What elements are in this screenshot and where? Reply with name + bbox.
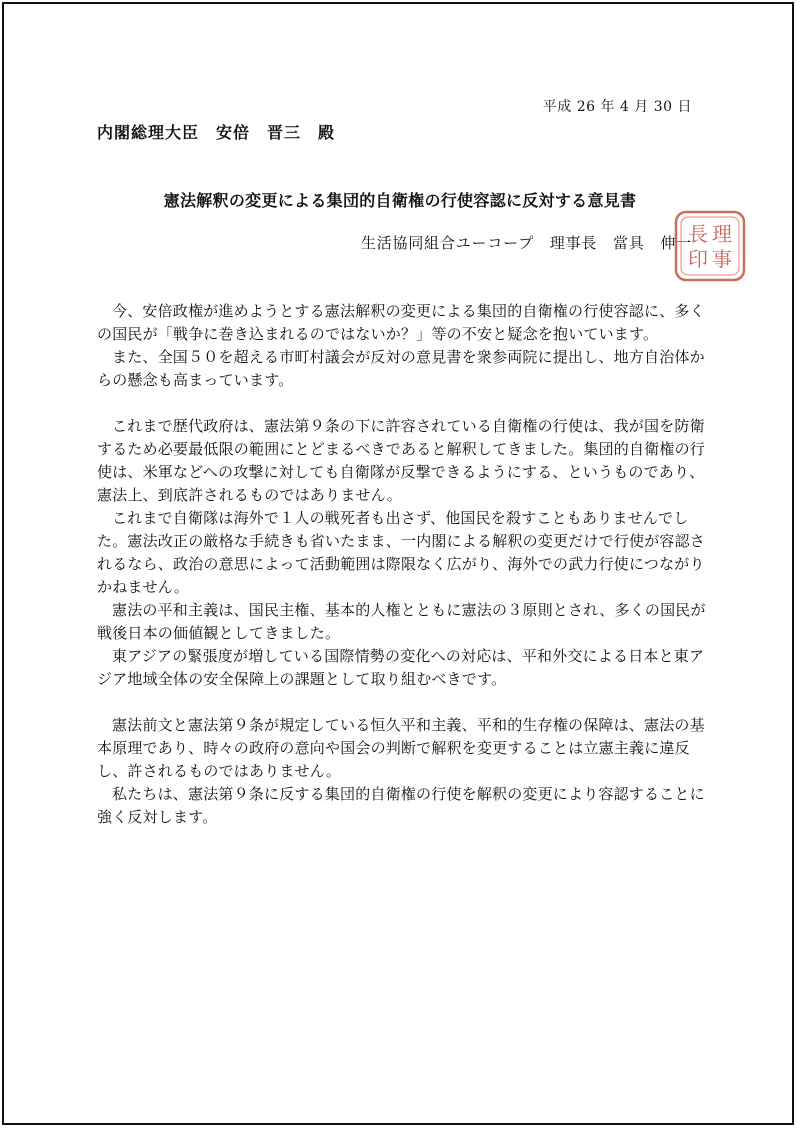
paragraph: 憲法前文と憲法第９条が規定している恒久平和主義、平和的生存権の保障は、憲法の基本原理であり、時々の政府の意向や国会の判断で解釈を変更することは立憲主義に違反し、許されるものではありません。: [97, 716, 705, 780]
paragraph: これまで自衛隊は海外で１人の戦死者も出さず、他国民を殺すこともありませんでした。憲法改正の厳格な手続きも省いたまま、一内閣による解釈の変更だけで行使が容認されるなら、政治の意思によって活動範囲は際限なく広がり、海外での武力行使につながりかねません。: [97, 509, 706, 596]
seal-char: 理: [712, 222, 732, 246]
paragraph: 私たちは、憲法第９条に反する集団的自衛権の行使を解釈の変更により容認することに強く反対します。: [97, 785, 705, 826]
paragraph: 東アジアの緊張度が増している国際情勢の変化への対応は、平和外交による日本と東アジア地域全体の安全保障上の課題として取り組むべきです。: [97, 647, 705, 688]
paragraph: また、全国５０を超える市町村議会が反対の意見書を衆参両院に提出し、地方自治体からの懸念も高まっています。: [97, 348, 705, 389]
document-date: 平成 26 年 4 月 30 日: [542, 99, 692, 115]
paragraph: 今、安倍政権が進めようとする憲法解釈の変更による集団的自衛権の行使容認に、多くの国民が「戦争に巻き込まれるのではないか？」等の不安と疑念を抱いています。: [97, 302, 705, 343]
seal-stamp: [672, 208, 748, 284]
paragraph-gap: [97, 691, 713, 714]
document-title: 憲法解釈の変更による集団的自衛権の行使容認に反対する意見書: [163, 191, 637, 210]
seal-char: 事: [712, 247, 732, 271]
seal-char: 印: [688, 247, 708, 271]
letter-body: [97, 300, 713, 829]
paragraph-gap: [97, 392, 713, 415]
paragraph: 憲法の平和主義は、国民主権、基本的人権とともに憲法の３原則とされ、多くの国民が戦後日本の価値観としてきました。: [97, 601, 706, 642]
sender-signature: 生活協同組合ユーコープ 理事長 當具 伸一: [360, 234, 692, 252]
seal-char: 長: [688, 222, 708, 246]
paragraph: これまで歴代政府は、憲法第９条の下に許容されている自衛権の行使は、我が国を防衛するため必要最低限の範囲にとどまるべきであると解釈してきました。集団的自衛権の行使は、米軍などへの攻撃に対しても自衛隊が反撃できるようにする、というものであり、憲法上、到底許されるものではありません。: [97, 417, 706, 504]
addressee: 内閣総理大臣 安倍 晋三 殿: [97, 123, 336, 142]
